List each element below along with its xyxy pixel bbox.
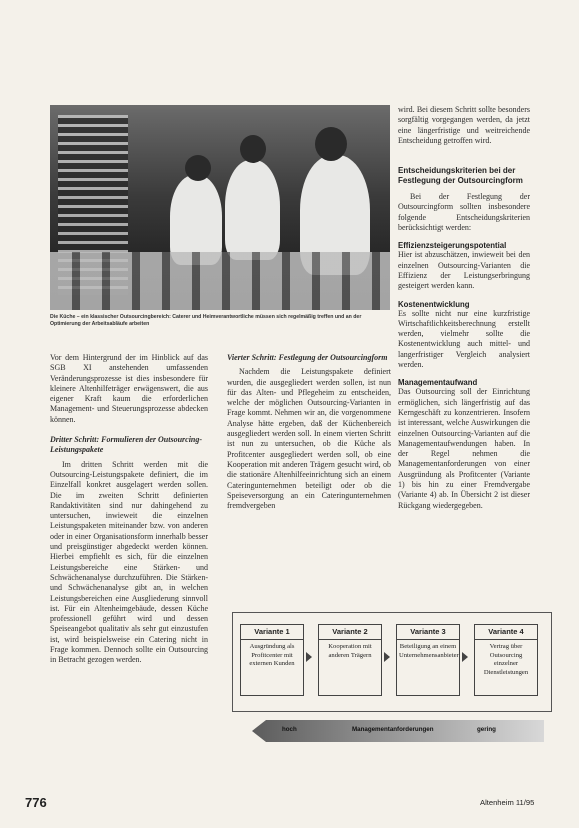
arrow-right-icon <box>306 652 312 662</box>
band-label-high: hoch <box>282 726 297 733</box>
paragraph: Nachdem die Leistungspakete definiert wurden, die ausgegliedert werden sollen, ist nun für das Alten- und Pflegeheim zu entscheiden, welche der möglichen Outsourcing-Varianten in Frage kommt. Nehmen wir an, die vorgenommene Analyse hätte ergeben, daß der Küchenbereich ausgegliedert werden soll. In einem vierten Schritt ist nun zu untersuchen, ob die Küche als Profitcenter ausgegliedert werden soll, ob eine Kooperation mit anderen Trägern gesucht wird, ob die stationäre Altenhilfeeinrichtung sich an einem Cateringunternehmen beteiligt oder ob die Speiseversorgung an ein Cateringunternehmen fremdvergeben <box>227 367 391 511</box>
issue-label: Altenheim 11/95 <box>480 798 535 807</box>
band-label-low: gering <box>477 726 496 733</box>
variant-box-3 <box>396 624 460 696</box>
paragraph: Bei der Festlegung der Outsourcingform sollten insbesondere folgende Entscheidungskriterien berücksichtigt werden: <box>398 192 530 233</box>
chef-head <box>315 127 347 161</box>
outsourcing-variants-diagram <box>232 612 542 762</box>
serving-counter <box>50 252 390 310</box>
arrow-right-icon <box>462 652 468 662</box>
column-1 <box>50 353 208 666</box>
paragraph: Es sollte nicht nur eine kurzfristige Wirtschaftlichkeitsberechnung erstellt werden, vielmehr sollte die Kostenentwicklung auch mittel- und langerfristiger Vergleich analysiert werden. <box>398 308 530 370</box>
band-label-mid: Managementanforderungen <box>352 726 434 733</box>
variant-title: Variante 4 <box>475 625 537 640</box>
variant-title: Variante 1 <box>241 625 303 640</box>
column-3 <box>398 105 530 511</box>
variant-box-4 <box>474 624 538 696</box>
section-heading: Vierter Schritt: Festlegung der Outsourcingform <box>227 353 388 362</box>
chef-head <box>185 155 211 181</box>
section-heading: Entscheidungskriterien bei der Festlegung der Outsourcingform <box>398 166 523 186</box>
variant-box-1 <box>240 624 304 696</box>
variant-desc: Ausgründung als Profitcenter mit externen Kunden <box>249 643 295 667</box>
column-2 <box>227 353 391 511</box>
paragraph: wird. Bei diesem Schritt sollte besonders sorgfältig vorgegangen werden, da jetzt eine längerfristige und weitreichende Entscheidung getroffen wird. <box>398 105 530 145</box>
section-heading: Dritter Schritt: Formulieren der Outsourcing-Leistungspakete <box>50 435 203 455</box>
variant-desc: Vertrag über Outsourcing einzelner Dienstleistungen <box>483 643 529 676</box>
variant-title: Variante 2 <box>319 625 381 640</box>
chef-head <box>240 135 266 163</box>
subheading: Kostenentwicklung <box>398 299 470 309</box>
paragraph: Im dritten Schritt werden mit die Outsourcing-Leistungspakete definiert, die im Einzelfall konkret ausgelagert werden sollen. Die im zweiten Schritt definierten Randaktivitäten sind nur dahingehend zu untersuchen, inwieweit die einzelnen Leistungspaketen miteinander bzw. von anderen oder in einer Organisationsform innerhalb besser und preisgünstiger abgedeckt werden können. Hierbei empfiehlt es sich, für die einzelnen Leistungsbereiche eine Stärken- und Schwächenanalyse durchzuführen. Die Stärken- und Schwächenanalyse gibt an, in welchen Leistungsbereichen eine Ausgliederung sinnvoll ist. Für ein Altenheimgebäude, dessen Küche professionell geführt wird und dessen Speiseangebot qualitativ als sehr gut einzustufen ist, wird beispielsweise ein Catering nicht in Frage kommen. Dennoch sollte ein Outsourcing in Betracht gezogen werden. <box>50 459 208 665</box>
variant-desc: Kooperation mit anderen Trägern <box>328 643 372 659</box>
paragraph: Das Outsourcing soll der Einrichtung ermöglichen, sich längerfristig auf das Kerngeschäft zu konzentrieren. Insofern ist interessant, welche Auswirkungen die einzelnen Outsourcing-Varianten auf die Managementaufwendungen haben. In der Regel nehmen die Managementanforderungen von einer Ausgründung als Profitcenter (Variante 1) bis hin zu einer Fremdvergabe (Variante 4) ab. In Übersicht 2 ist dieser Rückgang wiedergegeben. <box>398 387 530 510</box>
photo-caption: Die Küche – ein klassischer Outsourcingbereich: Caterer und Heimverantwortliche müssen sich regelmäßig treffen und an der Optimierung der Arbeitsabläufe arbeiten <box>50 314 362 327</box>
paragraph: Hier ist abzuschätzen, inwieweit bei den einzelnen Outsourcing-Varianten die Effizienz der Leistungserbringung gesteigert werden kann. <box>398 250 530 291</box>
chef-figure <box>225 160 280 260</box>
subheading: Effizienzsteigerungspotential <box>398 241 507 251</box>
paragraph: Vor dem Hintergrund der im Hinblick auf das SGB XI anstehenden umfassenden Veränderungsprozesse ist dies insbesondere für kleinere Altenhilfeträger erwägenswert, die aus eigener Kraft kaum die erforderlichen Management- und Steuerungsprozesse abdecken können. <box>50 353 208 424</box>
arrow-right-icon <box>384 652 390 662</box>
variant-title: Variante 3 <box>397 625 459 640</box>
kitchen-photo <box>50 105 390 310</box>
variant-desc: Beteiligung an einem Unternehmensanbieter <box>399 643 459 659</box>
page-number: 776 <box>25 795 47 810</box>
management-requirements-band <box>252 720 544 742</box>
subheading: Managementaufwand <box>398 378 478 388</box>
variant-box-2 <box>318 624 382 696</box>
